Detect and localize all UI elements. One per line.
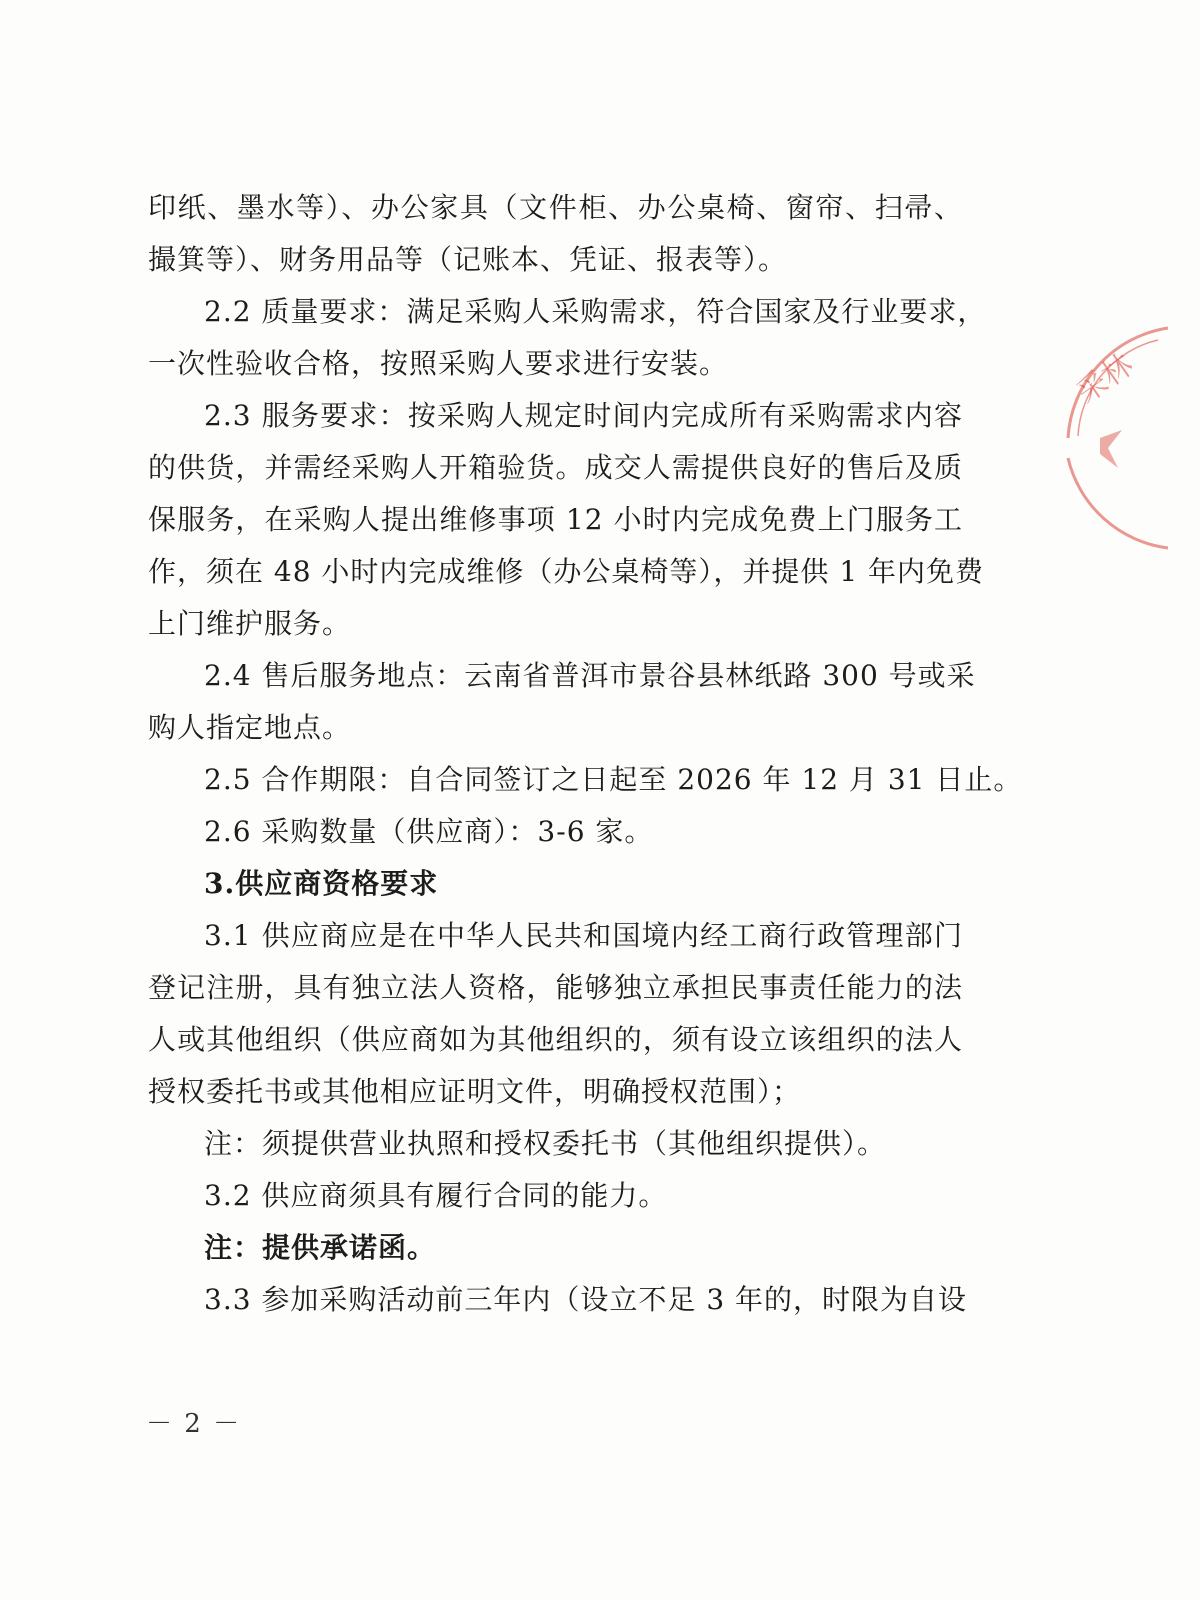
paragraph-line: 3.1 供应商应是在中华人民共和国境内经工商行政管理部门 bbox=[204, 919, 963, 952]
section-heading-line: 3.供应商资格要求 bbox=[204, 867, 439, 900]
paragraph-line: 2.2 质量要求：满足采购人采购需求，符合国家及行业要求， bbox=[204, 295, 987, 328]
page-number: － 2 － bbox=[146, 1409, 242, 1439]
paragraph-line: 人或其他组织（供应商如为其他组织的，须有设立该组织的法人 bbox=[148, 1023, 963, 1056]
paragraph-line: 2.4 售后服务地点：云南省普洱市景谷县林纸路 300 号或采 bbox=[204, 659, 976, 692]
seal-text-fragment: 采林 bbox=[1070, 347, 1140, 411]
paragraph-line: 撮箕等）、财务用品等（记账本、凭证、报表等）。 bbox=[148, 243, 788, 276]
paragraph-line: 登记注册，具有独立法人资格，能够独立承担民事责任能力的法 bbox=[148, 971, 963, 1004]
paragraph-line: 购人指定地点。 bbox=[148, 711, 352, 744]
paragraph-line: 的供货，并需经采购人开箱验货。成交人需提供良好的售后及质 bbox=[148, 451, 963, 484]
paragraph-line: 3.3 参加采购活动前三年内（设立不足 3 年的，时限为自设 bbox=[204, 1283, 968, 1316]
official-seal-icon bbox=[1060, 318, 1200, 558]
paragraph-line: 上门维护服务。 bbox=[148, 607, 352, 640]
paragraph-line: 3.2 供应商须具有履行合同的能力。 bbox=[204, 1179, 668, 1212]
paragraph-line: 一次性验收合格，按照采购人要求进行安装。 bbox=[148, 347, 729, 380]
paragraph-line: 作，须在 48 小时内完成维修（办公桌椅等），并提供 1 年内免费 bbox=[148, 555, 985, 588]
section-heading-line: 注：提供承诺函。 bbox=[204, 1231, 437, 1264]
paragraph-line: 2.6 采购数量（供应商）：3-6 家。 bbox=[204, 815, 654, 848]
paragraph-line: 印纸、墨水等）、办公家具（文件柜、办公桌椅、窗帘、扫帚、 bbox=[148, 191, 963, 224]
paragraph-line: 2.5 合作期限：自合同签订之日起至 2026 年 12 月 31 日止。 bbox=[204, 763, 1023, 796]
paragraph-line: 2.3 服务要求：按采购人规定时间内完成所有采购需求内容 bbox=[204, 399, 963, 432]
paragraph-line: 授权委托书或其他相应证明文件，明确授权范围）； bbox=[148, 1075, 802, 1108]
document-body bbox=[148, 182, 1023, 1326]
paragraph-line: 保服务，在采购人提出维修事项 12 小时内完成免费上门服务工 bbox=[148, 503, 963, 536]
paragraph-line: 注：须提供营业执照和授权委托书（其他组织提供）。 bbox=[204, 1127, 887, 1160]
